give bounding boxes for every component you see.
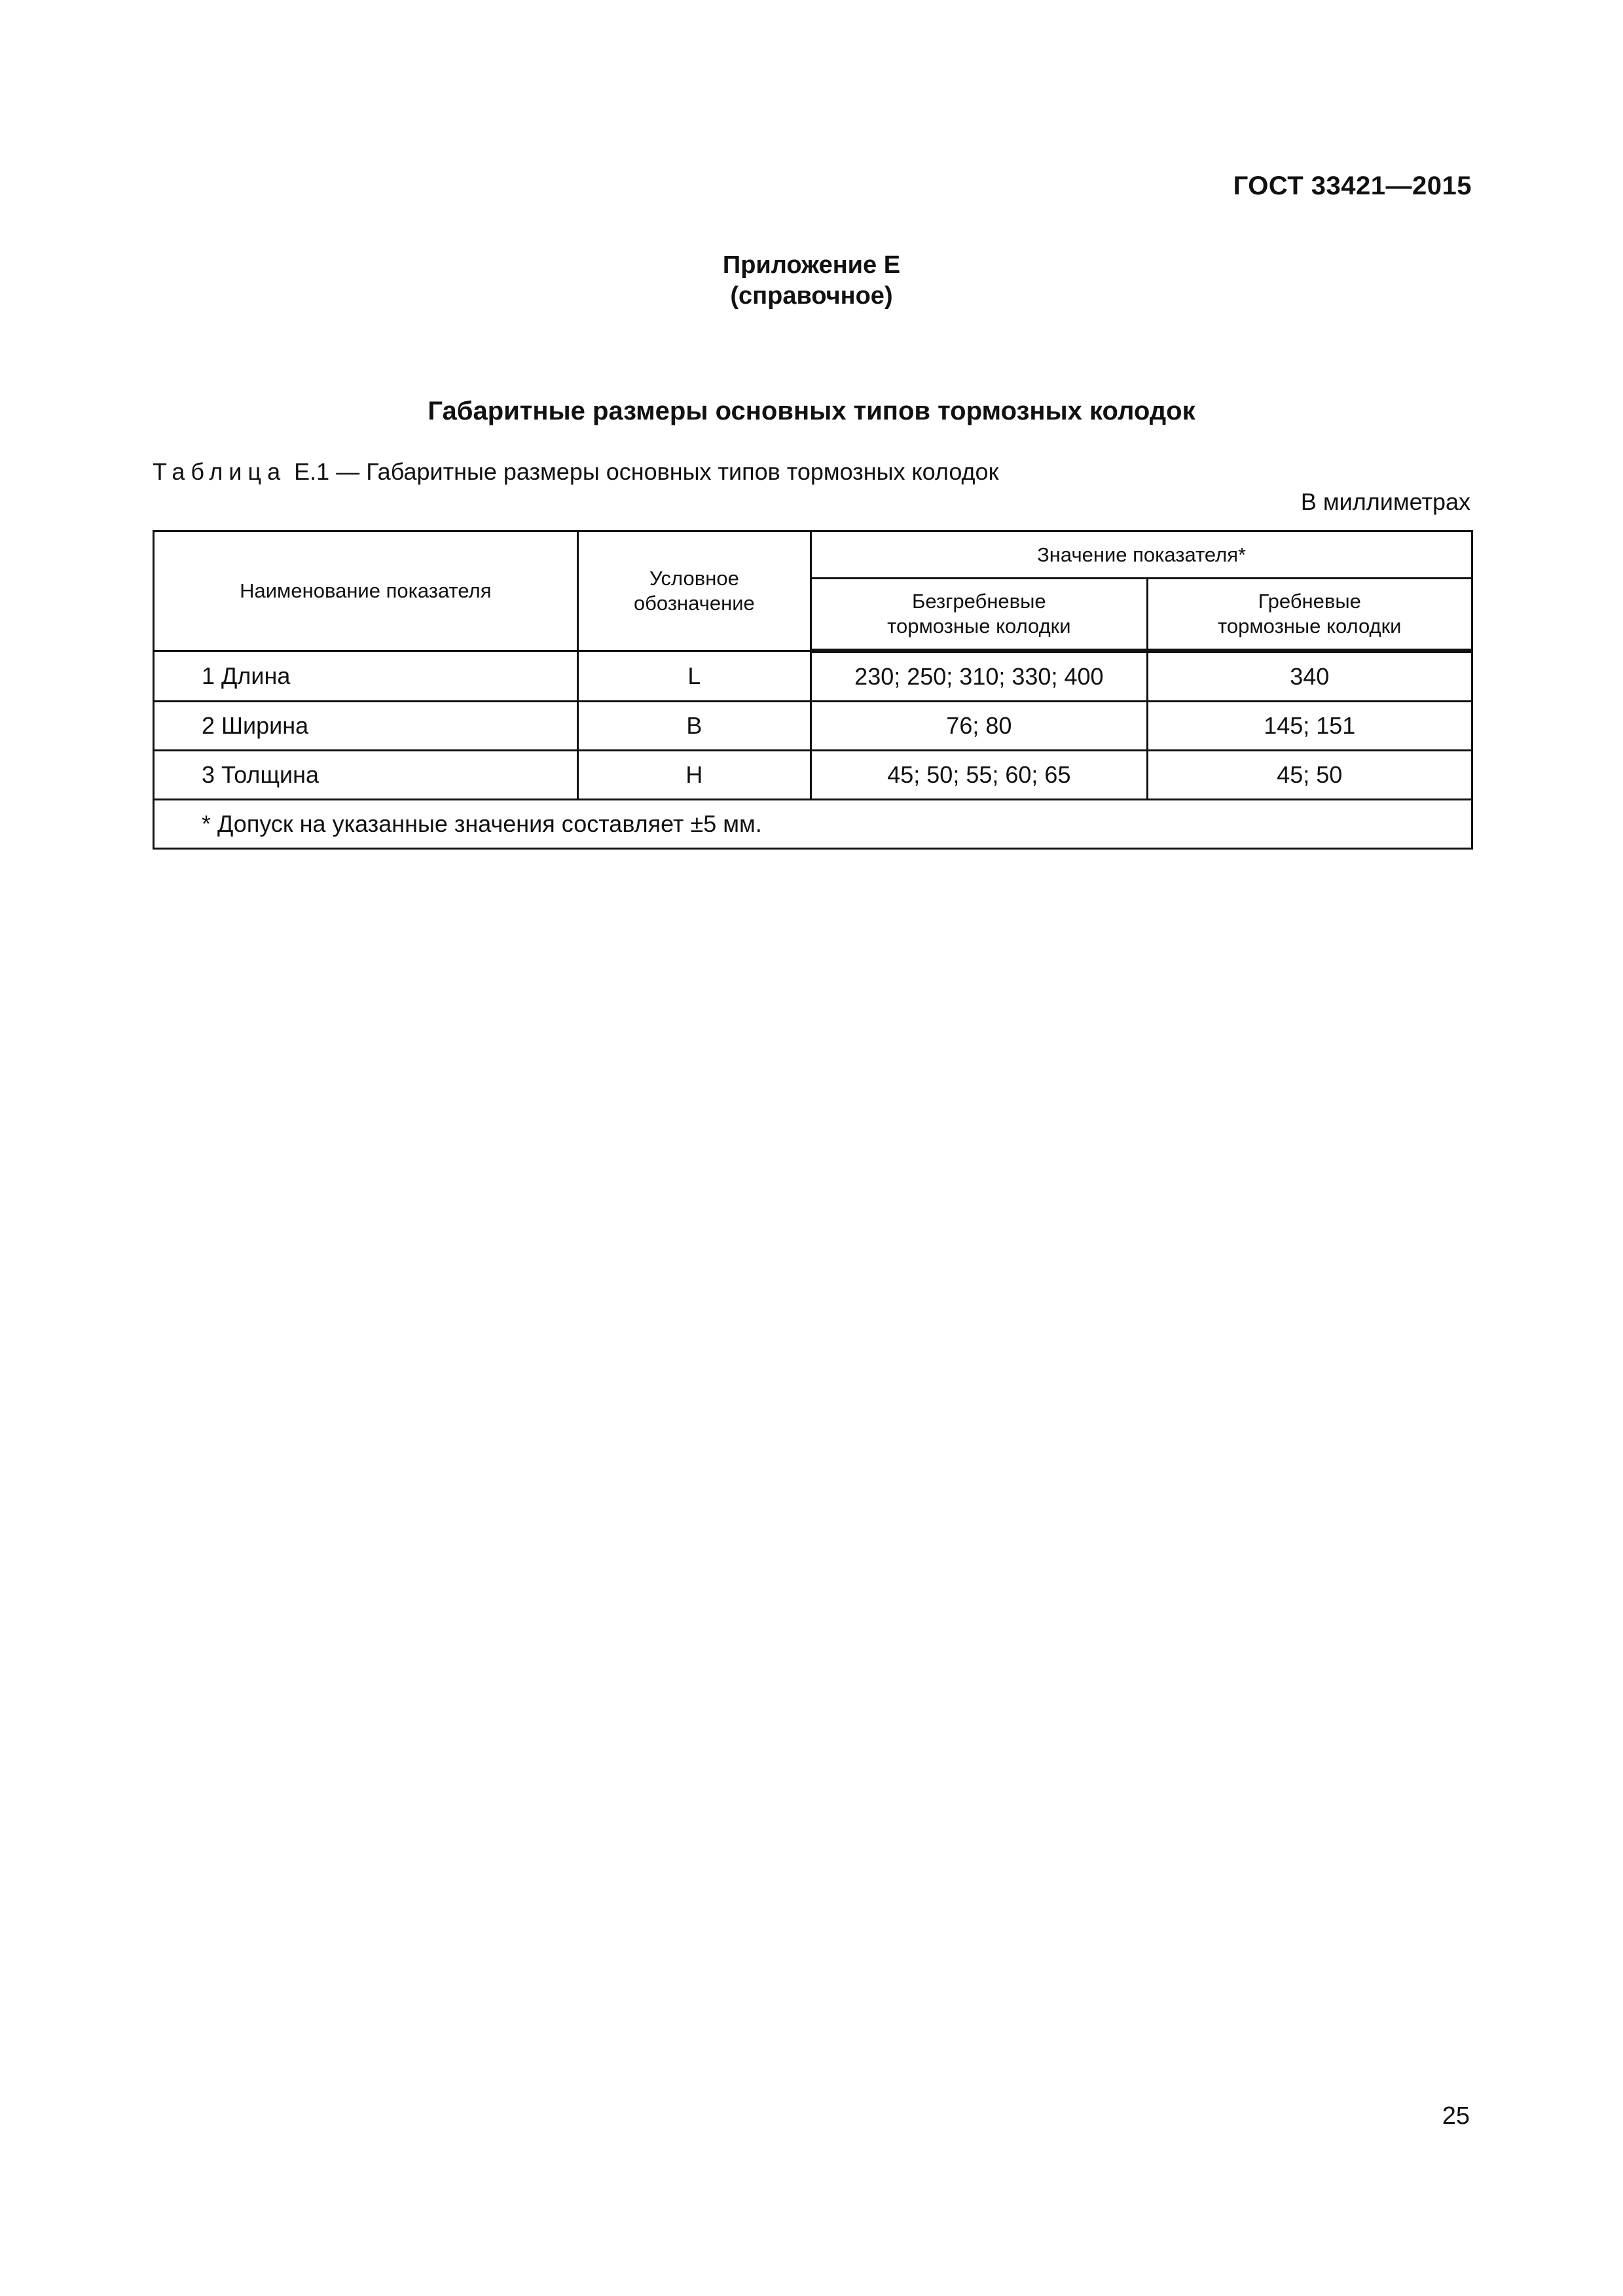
header-symbol: Условное обозначение — [577, 531, 811, 651]
row-value-flanged: 340 — [1147, 651, 1472, 702]
units-note: В миллиметрах — [1300, 488, 1470, 515]
row-name: 1 Длина — [154, 651, 578, 702]
table-row — [154, 702, 1472, 751]
appendix-heading — [0, 250, 1623, 312]
document-code: ГОСТ 33421—2015 — [1233, 171, 1472, 200]
page-number: 25 — [1442, 2102, 1470, 2130]
dimensions-table — [153, 530, 1473, 850]
row-value-flanged: 45; 50 — [1147, 751, 1472, 800]
table-caption-text: Е.1 — Габаритные размеры основных типов тормозных колодок — [294, 458, 999, 485]
header-name: Наименование показателя — [154, 531, 578, 651]
table-row — [154, 751, 1472, 800]
table-row — [154, 651, 1472, 702]
table-caption-label: Таблица — [153, 458, 287, 485]
row-symbol: H — [577, 751, 811, 800]
row-symbol: L — [577, 651, 811, 702]
row-value-flanged: 145; 151 — [1147, 702, 1472, 751]
header-flangeless: Безгребневые тормозные колодки — [811, 579, 1147, 651]
row-name: 2 Ширина — [154, 702, 578, 751]
table-footnote-row — [154, 800, 1472, 849]
appendix-status: (справочное) — [730, 282, 893, 310]
row-value-flangeless: 45; 50; 55; 60; 65 — [811, 751, 1147, 800]
table-caption — [153, 458, 998, 486]
header-values-group: Значение показателя* — [811, 531, 1472, 579]
table-footnote: * Допуск на указанные значения составляет ±5 мм. — [154, 800, 1472, 849]
section-title: Габаритные размеры основных типов тормозных колодок — [428, 397, 1195, 425]
row-symbol: B — [577, 702, 811, 751]
row-value-flangeless: 230; 250; 310; 330; 400 — [811, 651, 1147, 702]
row-name: 3 Толщина — [154, 751, 578, 800]
appendix-title: Приложение Е — [722, 251, 901, 279]
row-value-flangeless: 76; 80 — [811, 702, 1147, 751]
header-flanged: Гребневые тормозные колодки — [1147, 579, 1472, 651]
